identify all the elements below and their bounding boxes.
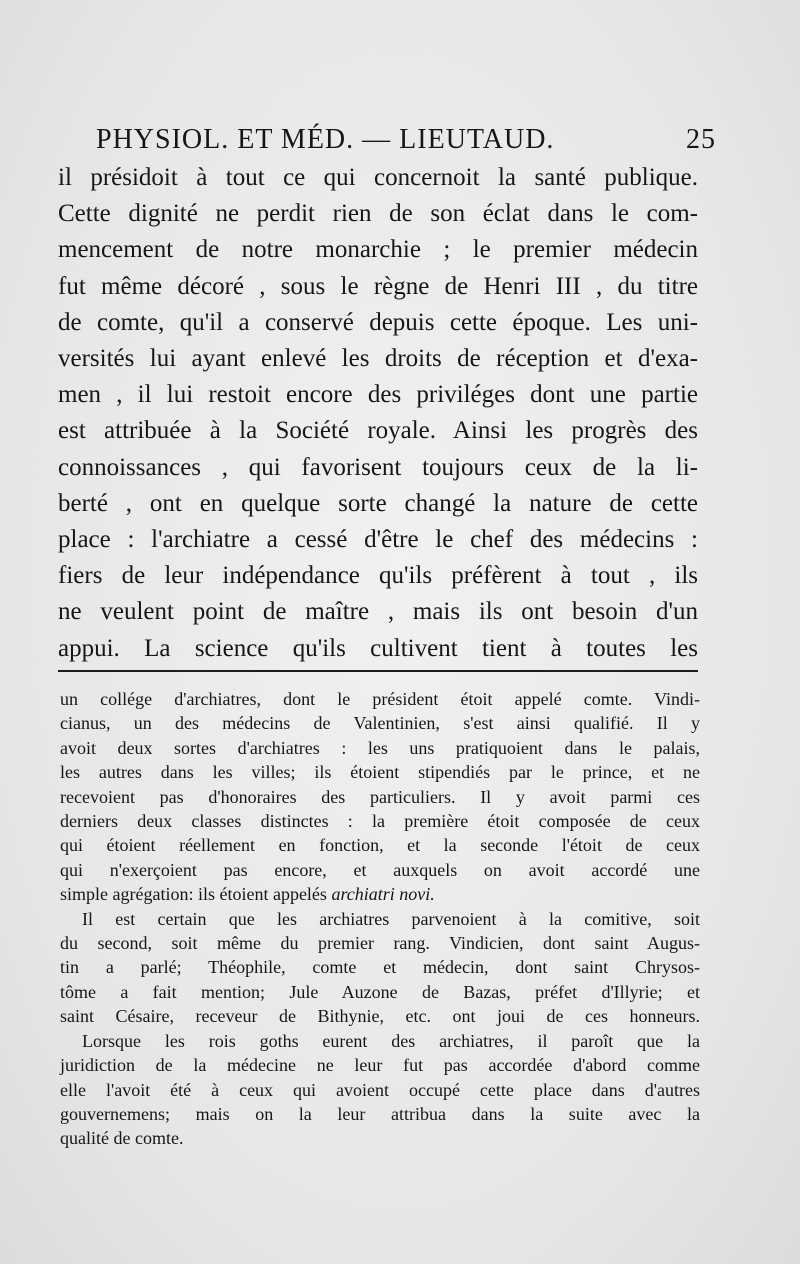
footnote-line: tôme a fait mention; Jule Auzone de Bazas, préfet d'Illyrie; et <box>60 981 700 1002</box>
text-line: versités lui ayant enlevé les droits de réception et d'exa- <box>58 345 698 373</box>
footnote-line: juridiction de la médecine ne leur fut pas accordée d'abord comme <box>60 1055 700 1076</box>
footnote-paragraph <box>60 687 700 907</box>
text-line: est attribuée à la Société royale. Ainsi les progrès des <box>58 417 698 445</box>
text-line: il présidoit à tout ce qui concernoit la santé publique. <box>58 164 698 191</box>
footnote-line: cianus, un des médecins de Valentinien, s'est ainsi qualifié. Il y <box>60 713 700 734</box>
page-number: 25 <box>686 124 716 155</box>
text-line: fiers de leur indépendance qu'ils préfèrent à tout , ils <box>58 562 698 590</box>
footnote-line: du second, soit même du premier rang. Vindicien, dont saint Augus- <box>60 933 700 954</box>
footnote-text: simple agrégation: ils étoient appelés <box>60 884 332 905</box>
footnote-line <box>60 882 700 906</box>
footnote-line: saint Césaire, receveur de Bithynie, etc. ont joui de ces honneurs. <box>60 1006 700 1027</box>
footnote-divider <box>58 670 698 672</box>
footnote-line: les autres dans les villes; ils étoient stipendiés par le prince, et ne <box>60 762 700 783</box>
text-line: fut même décoré , sous le règne de Henri III , du titre <box>58 272 698 300</box>
footnote-line: qualité de comte. <box>60 1128 184 1149</box>
main-text <box>58 160 698 667</box>
footnote-line: qui étoient réellement en fonction, et la seconde l'étoit de ceux <box>60 835 700 856</box>
text-line: Cette dignité ne perdit rien de son éclat dans le com- <box>58 200 698 228</box>
text-line: mencement de notre monarchie ; le premier médecin <box>58 236 698 264</box>
text-line: connoissances , qui favorisent toujours ceux de la li- <box>58 453 698 481</box>
text-line: ne veulent point de maître , mais ils ont besoin d'un <box>58 598 698 626</box>
footnote-line: un collége d'archiatres, dont le président étoit appelé comte. Vindi- <box>60 689 700 709</box>
footnote-line: qui n'exerçoient pas encore, et auxquels on avoit accordé une <box>60 859 700 880</box>
footnote-line: derniers deux classes distinctes : la première étoit composée de ceux <box>60 811 700 832</box>
latin-term: archiatri novi. <box>331 884 435 905</box>
text-line: berté , ont en quelque sorte changé la nature de cette <box>58 489 698 517</box>
footnote-line: avoit deux sortes d'archiatres : les uns pratiquoient dans le palais, <box>60 737 700 758</box>
running-title: PHYSIOL. ET MÉD. — LIEUTAUD. <box>96 124 555 155</box>
footnote-line: tin a parlé; Théophile, comte et médecin, dont saint Chrysos- <box>60 957 700 978</box>
footnote-line: Lorsque les rois goths eurent des archiatres, il paroît que la <box>82 1030 700 1051</box>
text-line: place : l'archiatre a cessé d'être le chef des médecins : <box>58 526 698 554</box>
text-line: appui. La science qu'ils cultivent tient à toutes les <box>58 634 698 662</box>
footnote-paragraph <box>60 1029 700 1151</box>
text-line: men , il lui restoit encore des priviléges dont une partie <box>58 381 698 409</box>
footnote-line: recevoient pas d'honoraires des particuliers. Il y avoit parmi ces <box>60 786 700 807</box>
text-line: de comte, qu'il a conservé depuis cette époque. Les uni- <box>58 308 698 336</box>
footnote-line: Il est certain que les archiatres parvenoient à la comitive, soit <box>82 908 700 929</box>
footnotes <box>60 687 700 1151</box>
footnote-paragraph <box>60 907 700 1029</box>
footnote-line: gouvernemens; mais on la leur attribua dans la suite avec la <box>60 1103 700 1124</box>
footnote-line: elle l'avoit été à ceux qui avoient occupé cette place dans d'autres <box>60 1079 700 1100</box>
